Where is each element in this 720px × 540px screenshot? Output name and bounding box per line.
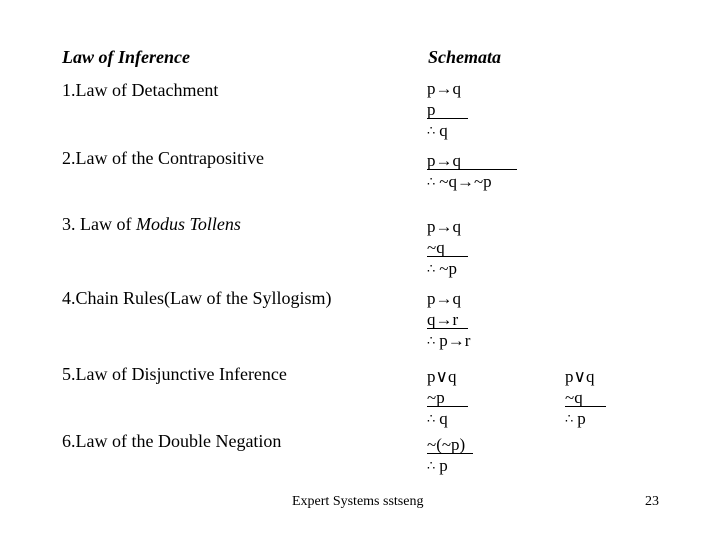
law-of-inference-header: Law of Inference [62, 47, 190, 67]
page-number: 23 [645, 494, 659, 509]
therefore-symbol: ∴ [427, 123, 436, 138]
premise: ~q [427, 239, 468, 257]
premise: q→r [427, 311, 468, 329]
premise: p→q [427, 217, 461, 236]
schema-disjunctive-a [427, 366, 468, 429]
therefore-symbol: ∴ [427, 411, 436, 426]
schema-modus-tollens [427, 216, 468, 279]
therefore-symbol: ∴ [427, 458, 436, 473]
premise: p→q [427, 289, 461, 308]
law-contrapositive-label: 2.Law of the Contrapositive [62, 148, 264, 168]
law-double-negation-label: 6.Law of the Double Negation [62, 431, 282, 451]
law-modus-tollens-prefix: 3. Law of [62, 214, 136, 234]
schema-detachment [427, 78, 468, 141]
premise: ~q [565, 389, 606, 407]
law-modus-tollens-label [62, 214, 241, 235]
therefore-symbol: ∴ [427, 333, 436, 348]
conclusion: q [439, 121, 448, 140]
therefore-symbol: ∴ [427, 174, 436, 189]
schemata-header: Schemata [428, 47, 502, 67]
premise: ~p [427, 389, 468, 407]
premise: p∨q [427, 367, 457, 386]
schema-double-negation [427, 434, 473, 476]
schema-syllogism [427, 288, 470, 351]
conclusion: p [577, 409, 586, 428]
therefore-symbol: ∴ [565, 411, 574, 426]
law-modus-tollens-italic: Modus Tollens [135, 214, 241, 234]
premise: p [427, 101, 468, 119]
conclusion: ~p [439, 259, 457, 278]
premise: p→q [427, 152, 517, 170]
conclusion: p→r [439, 331, 471, 350]
law-syllogism-label: 4.Chain Rules(Law of the Syllogism) [62, 288, 332, 308]
premise: ~(~p) [427, 436, 473, 454]
conclusion: ~q→~p [439, 172, 492, 191]
schema-disjunctive-b [565, 366, 606, 429]
schema-contrapositive [427, 150, 517, 192]
premise: p∨q [565, 367, 595, 386]
therefore-symbol: ∴ [427, 261, 436, 276]
conclusion: q [439, 409, 448, 428]
law-detachment-label: 1.Law of Detachment [62, 80, 219, 100]
footer-text: Expert Systems sstseng [292, 494, 424, 509]
conclusion: p [439, 456, 448, 475]
law-disjunctive-label: 5.Law of Disjunctive Inference [62, 364, 287, 384]
premise: p→q [427, 79, 461, 98]
